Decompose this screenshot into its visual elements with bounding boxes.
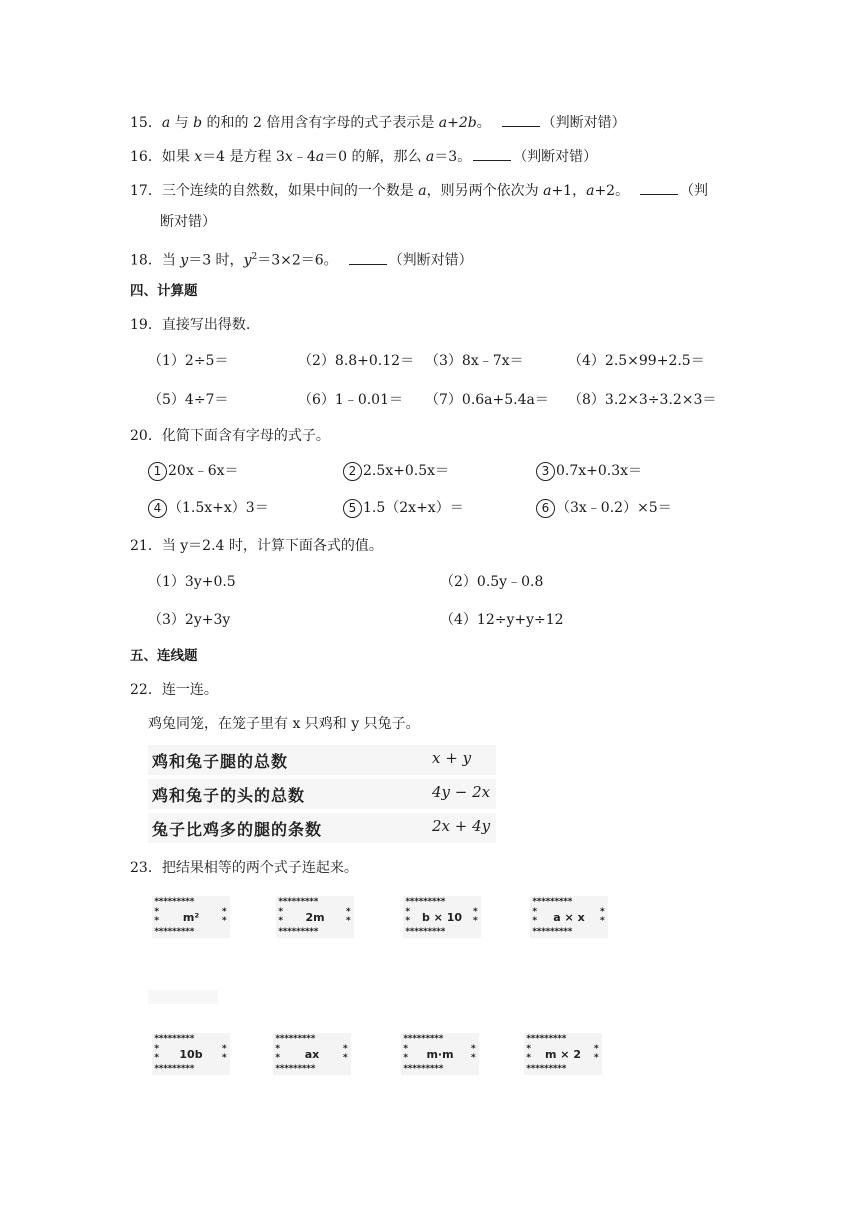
match-left-item[interactable]: 鸡和兔子的头的总数 [152,786,306,805]
q20-item: 2 2.5x+0.5x＝ [343,461,449,481]
expression-card-top[interactable]: ********* * * * * b × 10 ********* [403,896,481,938]
q19-item: （6）1﹣0.01＝ [298,392,403,408]
question-23: 23．把结果相等的两个式子连起来。 [130,860,358,876]
q21-item: （1）3y+0.5 [148,574,236,590]
match-right-item[interactable]: 2x + 4y [432,817,491,835]
match-row [148,813,496,843]
question-15: 15．a 与 b 的和的 2 倍用含有字母的式子表示是 a+2b。 （判断对错） [130,112,626,133]
expression-card-bottom[interactable]: ********* * * * * 10b ********* [152,1033,230,1075]
q19-item: （1）2÷5＝ [148,353,229,369]
q20-item: 4 （1.5x+x）3＝ [148,498,269,518]
q19-item: （4）2.5×99+2.5＝ [568,353,705,369]
q21-item: （2）0.5y﹣0.8 [440,574,544,590]
expression-card-top[interactable]: ********* * * * * 2m ********* [276,896,354,938]
q20-item: 6 （3x﹣0.2）×5＝ [536,498,672,518]
expression-card-bottom[interactable]: ********* * * * * ax ********* [273,1033,351,1075]
question-21: 21．当 y＝2.4 时，计算下面各式的值。 [130,538,383,554]
question-17: 17．三个连续的自然数，如果中间的一个数是 a，则另两个依次为 a+1，a+2。 （判 [130,180,708,201]
circled-number: 2 [343,462,362,481]
q19-item: （7）0.6a+5.4a＝ [425,392,549,408]
circled-number: 6 [536,499,555,518]
faint-scan-mark [148,990,218,1004]
circled-number: 3 [536,462,555,481]
expression-card-bottom[interactable]: ********* * * * * m·m ********* [401,1033,479,1075]
answer-blank[interactable] [349,250,387,265]
match-right-item[interactable]: 4y − 2x [432,783,491,801]
q20-item: 5 1.5（2x+x）＝ [343,498,464,518]
circled-number: 1 [148,462,167,481]
q22-subtext: 鸡兔同笼，在笼子里有 x 只鸡和 y 只兔子。 [148,716,420,732]
match-row [148,779,496,809]
answer-blank[interactable] [502,112,540,127]
match-left-item[interactable]: 兔子比鸡多的腿的条数 [152,820,323,839]
section-title-calculation: 四、计算题 [130,283,198,299]
circled-number: 5 [343,499,362,518]
expression-card-top[interactable]: ********* * * * * a × x ********* [530,896,608,938]
q19-item: （5）4÷7＝ [148,392,229,408]
question-17-continued: 断对错） [160,214,216,230]
question-16: 16．如果 x＝4 是方程 3x﹣4a＝0 的解，那么 a＝3。 （判断对错） [130,146,597,167]
answer-blank[interactable] [473,146,511,161]
q19-item: （3）8x﹣7x＝ [425,353,524,369]
q20-item: 1 20x﹣6x＝ [148,461,239,481]
match-left-item[interactable]: 鸡和兔子腿的总数 [152,752,289,771]
question-22: 22．连一连。 [130,682,218,698]
circled-number: 4 [148,499,167,518]
question-20: 20．化简下面含有字母的式子。 [130,428,330,444]
q21-item: （3）2y+3y [148,612,231,628]
match-right-item[interactable]: x + y [432,749,472,767]
question-18: 18．当 y＝3 时，$y^2=3\times 2=6$。 （判断对错） [130,247,473,271]
section-title-matching: 五、连线题 [130,648,198,664]
question-19: 19．直接写出得数. [130,317,251,333]
expression-card-top[interactable]: ********* * * * * m² ********* [152,896,230,938]
match-row [148,745,496,775]
q21-item: （4）12÷y+y÷12 [440,612,564,628]
answer-blank[interactable] [640,180,678,195]
expression-card-bottom[interactable]: ********* * * * * m × 2 ********* [524,1033,602,1075]
q19-item: （2）8.8+0.12＝ [298,353,415,369]
q19-item: （8）3.2×3÷3.2×3＝ [568,392,717,408]
q20-item: 3 0.7x+0.3x＝ [536,461,642,481]
